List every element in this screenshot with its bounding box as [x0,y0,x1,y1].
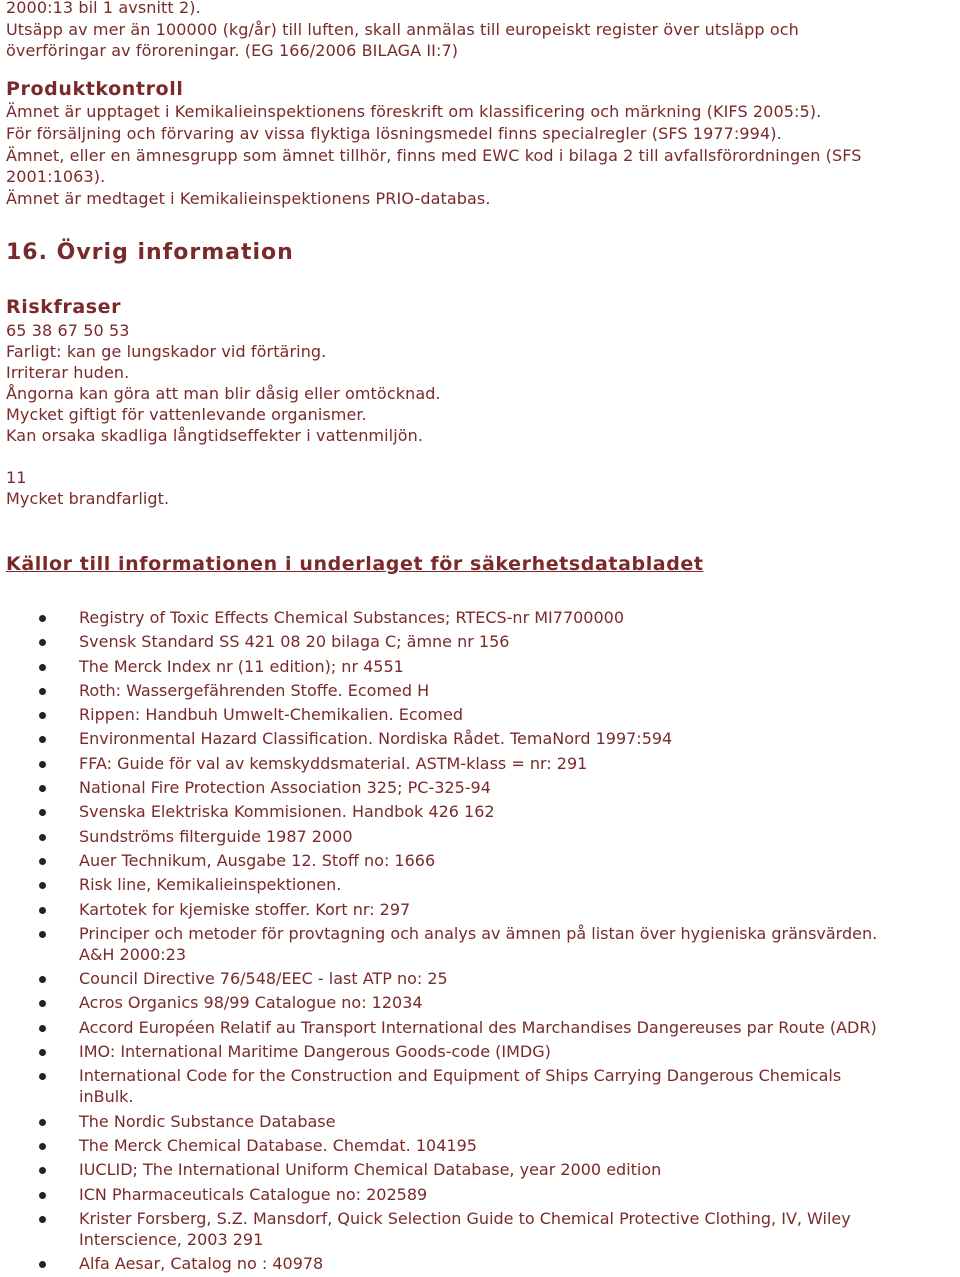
source-text: Environmental Hazard Classification. Nordiska Rådet. TemaNord 1997:594 [79,729,673,749]
text-line: Farligt: kan ge lungskador vid förtäring. [6,342,327,361]
source-text: Sundströms filterguide 1987 2000 [79,826,353,846]
source-text: National Fire Protection Association 325; PC-325-94 [79,778,491,798]
text-line: Irriterar huden. [6,363,130,382]
text-line: Utsäpp av mer än 100000 (kg/år) till luften, skall anmälas till europeiskt register över utsläpp och [6,20,799,39]
source-item [6,1017,960,1038]
source-item [6,874,960,895]
source-item [6,850,960,871]
source-item [6,1065,960,1107]
source-text: Council Directive 76/548/EEC - last ATP no: 25 [79,969,448,989]
source-text: Accord Européen Relatif au Transport International des Marchandises Dangereuses par Route (ADR) [79,1017,877,1037]
source-item [6,680,960,701]
source-text: The Merck Index nr (11 edition); nr 4551 [79,656,404,676]
bullet-icon [39,736,46,743]
bullet-icon [39,1119,46,1126]
source-item [6,992,960,1013]
source-item [6,753,960,774]
bullet-icon [39,1025,46,1032]
bullet-icon [39,907,46,914]
bullet-icon [39,809,46,816]
source-text: IMO: International Maritime Dangerous Goods-code (IMDG) [79,1042,551,1062]
section-16-title: 16. Övrig information [6,240,294,265]
source-text: Registry of Toxic Effects Chemical Substances; RTECS-nr MI7700000 [79,608,625,627]
source-item [6,704,960,725]
sources-title: Källor till informationen i underlaget för säkerhetsdatabladet [6,553,704,575]
bullet-icon [39,858,46,865]
bullet-icon [39,1216,46,1223]
text-line: Ämnet är medtaget i Kemikalieinspektionens PRIO-databas. [6,189,491,208]
text-line: Ämnet, eller en ämnesgrupp som ämnet tillhör, finns med EWC kod i bilaga 2 till avfallsförordningen (SFS [6,146,862,165]
source-item [6,607,960,628]
source-item [6,1135,960,1156]
text-line: 2001:1063). [6,167,106,186]
bullet-icon [39,1192,46,1199]
source-text: Alfa Aesar, Catalog no : 40978 [79,1254,324,1274]
text-line: Ämnet är upptaget i Kemikalieinspektionens föreskrift om klassificering och märkning (KIFS 2005:5). [6,102,822,121]
source-item [6,1041,960,1062]
bullet-icon [39,1073,46,1080]
source-item [6,801,960,822]
source-text: International Code for the Construction and Equipment of Ships Carrying Dangerous Chemicals inBulk. [79,1066,842,1107]
bullet-icon [39,931,46,938]
source-item [6,656,960,677]
text-line: 65 38 67 50 53 [6,321,130,340]
bullet-icon [39,1049,46,1056]
text-line: 11 [6,468,27,487]
bullet-icon [39,664,46,671]
bullet-icon [39,1261,46,1268]
source-text: Krister Forsberg, S.Z. Mansdorf, Quick Selection Guide to Chemical Protective Clothing, IV, Wiley Interscience, 2003 291 [79,1208,851,1249]
source-text: Kartotek for kjemiske stoffer. Kort nr: 297 [79,899,411,919]
source-text: The Nordic Substance Database [79,1111,336,1131]
bullet-icon [39,882,46,889]
bullet-icon [39,1000,46,1007]
source-text: Acros Organics 98/99 Catalogue no: 12034 [79,993,423,1013]
text-line: 2000:13 bil 1 avsnitt 2). [6,0,201,17]
bullet-icon [39,761,46,768]
source-item [6,899,960,920]
source-item [6,826,960,847]
text-line: För försäljning och förvaring av vissa flyktiga lösningsmedel finns specialregler (SFS 1977:994). [6,124,782,143]
text-line: överföringar av föroreningar. (EG 166/2006 BILAGA II:7) [6,41,459,60]
source-item [6,777,960,798]
source-text: FFA: Guide för val av kemskyddsmaterial. ASTM-klass = nr: 291 [79,753,588,773]
source-text: Svensk Standard SS 421 08 20 bilaga C; ämne nr 156 [79,632,510,652]
source-item [6,968,960,989]
source-text: IUCLID; The International Uniform Chemical Database, year 2000 edition [79,1160,662,1180]
bullet-icon [39,1167,46,1174]
source-text: Principer och metoder för provtagning och analys av ämnen på listan över hygieniska gränsvärden. A&H 2000:23 [79,923,878,964]
source-text: The Merck Chemical Database. Chemdat. 104195 [79,1135,477,1155]
source-text: ICN Pharmaceuticals Catalogue no: 202589 [79,1184,428,1204]
source-item [6,728,960,749]
source-text: Roth: Wassergefährenden Stoffe. Ecomed H [79,680,430,700]
source-item [6,1253,960,1274]
riskfraser-heading: Riskfraser [6,296,122,318]
source-text: Auer Technikum, Ausgabe 12. Stoff no: 1666 [79,850,436,870]
text-line: Ångorna kan göra att man blir dåsig eller omtöcknad. [6,384,441,403]
source-item [6,1111,960,1132]
bullet-icon [39,976,46,983]
source-item [6,1159,960,1180]
bullet-icon [39,615,46,622]
source-item [6,1208,960,1250]
bullet-icon [39,1143,46,1150]
source-item [6,923,960,965]
bullet-icon [39,688,46,695]
source-item [6,1184,960,1205]
source-text: Svenska Elektriska Kommisionen. Handbok 426 162 [79,802,495,822]
sources-list [6,607,960,1277]
source-text: Risk line, Kemikalieinspektionen. [79,875,342,895]
text-line: Mycket brandfarligt. [6,489,170,508]
source-text: Rippen: Handbuh Umwelt-Chemikalien. Ecomed [79,705,464,725]
bullet-icon [39,834,46,841]
bullet-icon [39,785,46,792]
text-line: Mycket giftigt för vattenlevande organismer. [6,405,367,424]
produktkontroll-heading: Produktkontroll [6,78,184,100]
source-item [6,631,960,652]
text-line: Kan orsaka skadliga långtidseffekter i vattenmiljön. [6,426,424,445]
bullet-icon [39,712,46,719]
bullet-icon [39,639,46,646]
